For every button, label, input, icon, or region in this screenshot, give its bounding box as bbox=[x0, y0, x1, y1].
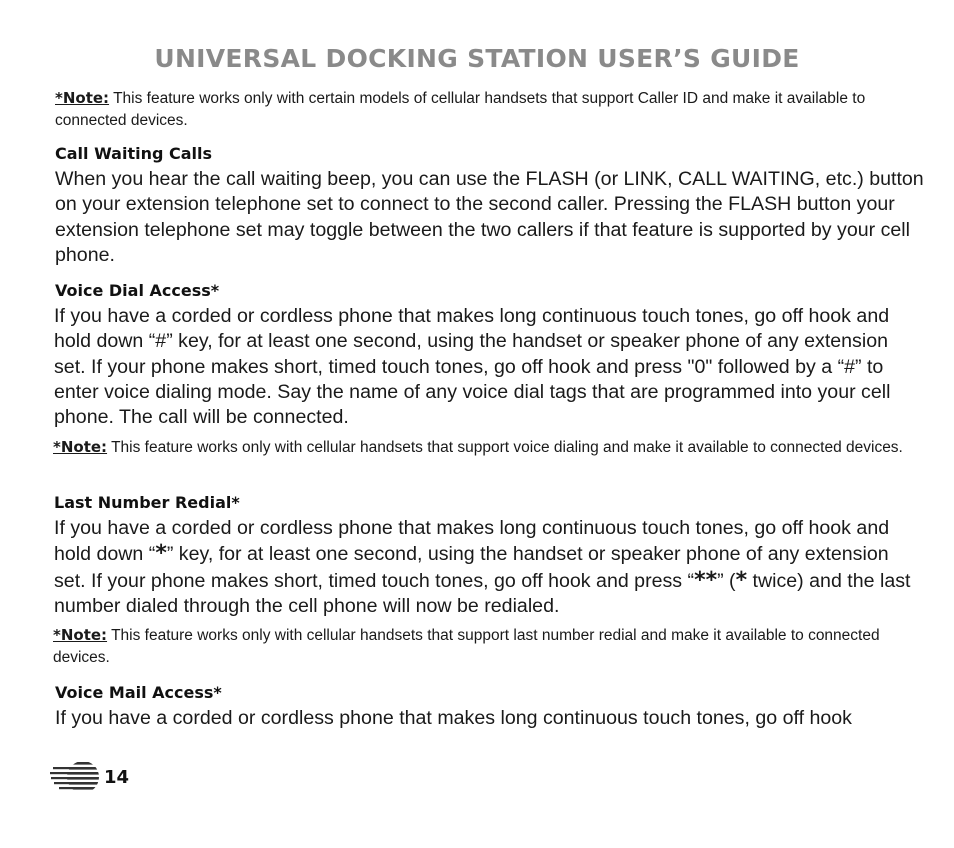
paragraph-last-number-redial bbox=[54, 516, 924, 619]
star-key-symbol: * bbox=[155, 541, 167, 567]
star-key-symbol: * bbox=[735, 567, 748, 593]
note-text: This feature works only with certain models of cellular handsets that support Caller ID and make it available to connected devices. bbox=[55, 90, 866, 129]
paragraph-call-waiting: When you hear the call waiting beep, you can use the FLASH (or LINK, CALL WAITING, etc.) button on your extension telephone set to connect to the second caller. Pressing the FLASH button your extension telephone set may toggle between the two callers if that feature is supported by your cell phone. bbox=[55, 168, 924, 266]
note-text: This feature works only with cellular handsets that support voice dialing and make it available to connected devices. bbox=[107, 439, 903, 456]
double-star-symbol: ** bbox=[694, 567, 718, 593]
page-number: 14 bbox=[104, 766, 130, 788]
note-caller-id bbox=[55, 87, 925, 132]
note-voice-dial bbox=[53, 436, 923, 459]
text-run: twice) and the last number dialed through the cell phone will now be redialed. bbox=[54, 569, 911, 617]
note-label: *Note: bbox=[55, 89, 110, 107]
text-run: ” ( bbox=[717, 569, 736, 592]
paragraph-voice-mail: If you have a corded or cordless phone that makes long continuous touch tones, go off hook bbox=[55, 707, 852, 729]
text-run: If you have a corded or cordless phone that makes long continuous touch tones, go off hook and hold down “ bbox=[54, 517, 890, 566]
note-text: This feature works only with cellular handsets that support last number redial and make it available to connected devices. bbox=[53, 627, 880, 666]
page-title: UNIVERSAL DOCKING STATION USER’S GUIDE bbox=[154, 44, 800, 73]
text-run: ” key, for at least one second, using the handset or speaker phone of any extension set. If your phone makes short, timed touch tones, go off hook and press “ bbox=[54, 543, 889, 592]
note-label: *Note: bbox=[53, 438, 108, 456]
page-footer bbox=[50, 759, 129, 795]
paragraph-voice-dial: If you have a corded or cordless phone that makes long continuous touch tones, go off hook and hold down “#” key, for at least one second, using the handset or speaker phone of any extension set. If your phone makes short, timed touch tones, go off hook and press "0" followed by a “#” to enter voice dialing mode. Say the name of any voice dial tags that are programmed into your cell phone. The call will be connected. bbox=[54, 305, 891, 429]
note-label: *Note: bbox=[53, 626, 108, 644]
heading-call-waiting: Call Waiting Calls bbox=[55, 144, 213, 163]
speed-lines-globe-icon bbox=[50, 759, 100, 795]
heading-last-number-redial: Last Number Redial* bbox=[54, 493, 240, 512]
note-last-number-redial bbox=[53, 624, 923, 669]
heading-voice-mail: Voice Mail Access* bbox=[55, 683, 222, 702]
heading-voice-dial: Voice Dial Access* bbox=[55, 281, 220, 300]
